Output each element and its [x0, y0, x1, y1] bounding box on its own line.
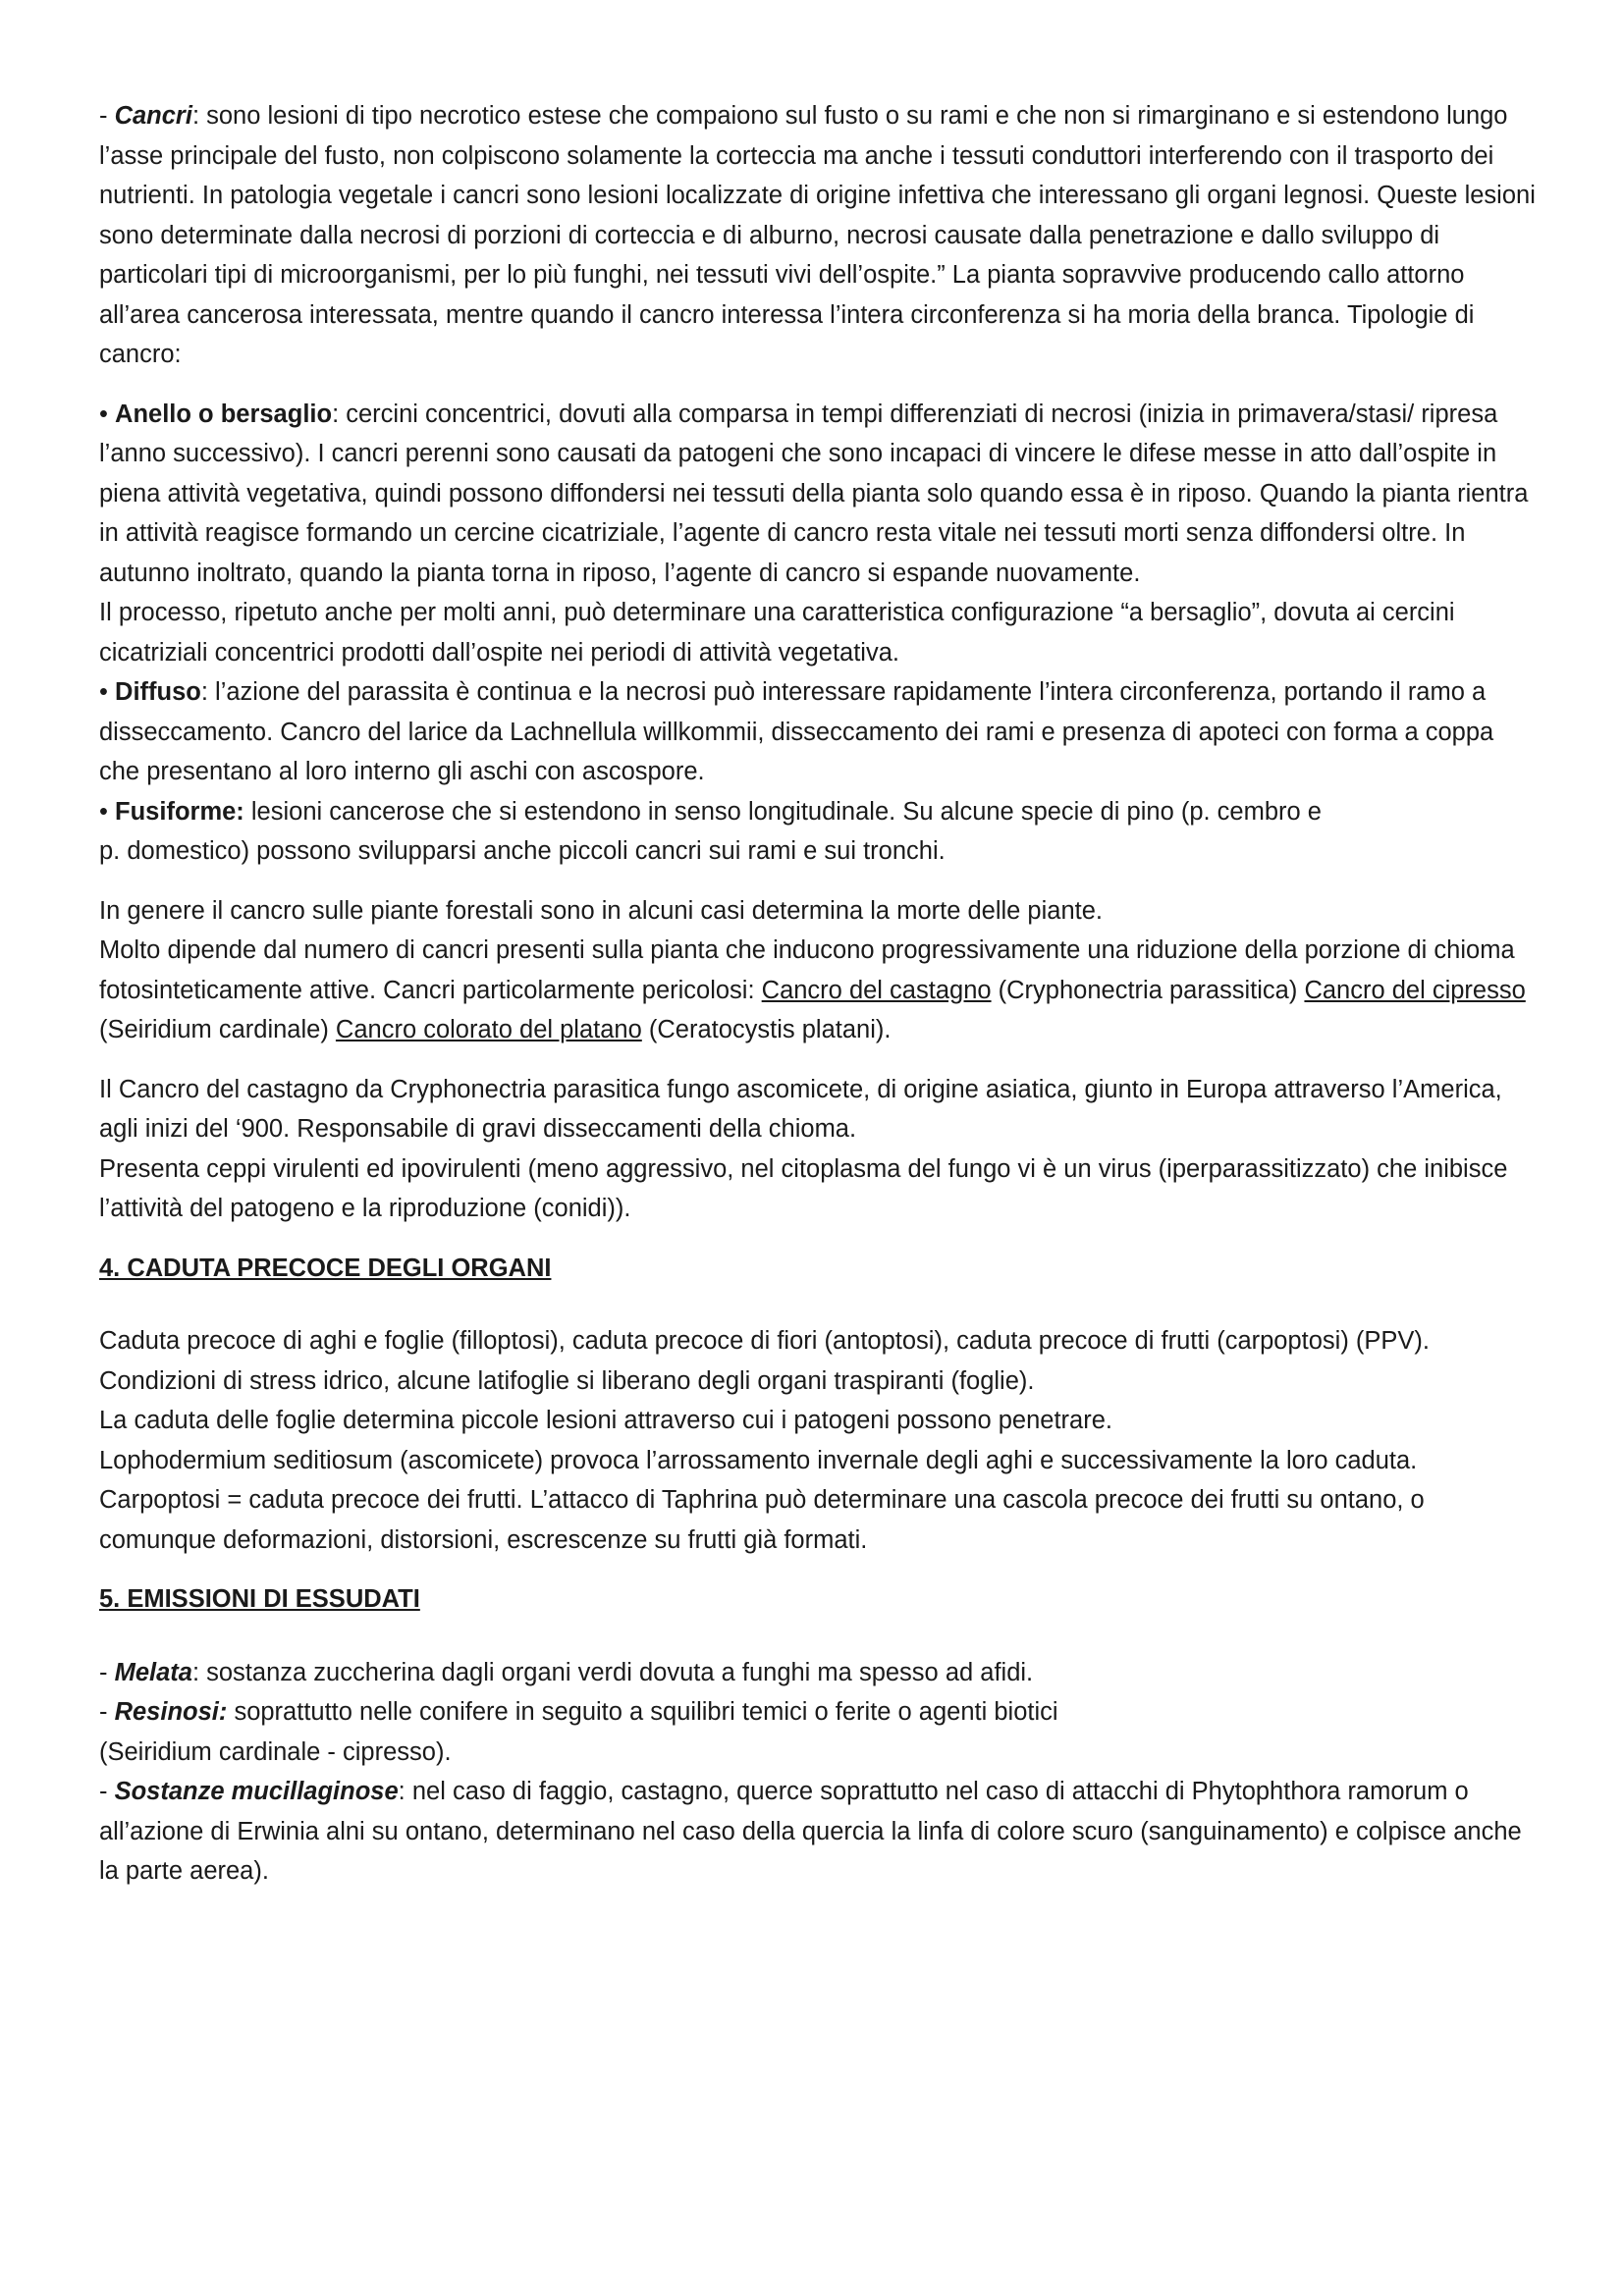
resinosi-text: soprattutto nelle conifere in seguito a squilibri temici o ferite o agenti biotici: [227, 1698, 1058, 1726]
genere-line-1: In genere il cancro sulle piante forestali sono in alcuni casi determina la morte delle piante.: [99, 896, 1103, 925]
section-4-p1: Caduta precoce di aghi e foglie (filloptosi), caduta precoce di fiori (antoptosi), caduta precoce di frutti (carpoptosi) (PPV). Condizioni di stress idrico, alcune latifoglie si liberano degli organi traspiranti (foglie).: [99, 1327, 1431, 1395]
cancer-types-list: [99, 395, 1538, 872]
list-item-anello: [99, 395, 1538, 594]
mucillaginose-text: : nel caso di faggio, castagno, querce soprattutto nel caso di attacchi di Phytophthora ramorum o all’azione di Erwinia alni su ontano, determinano nel caso della quercia la linfa di colore scuro (sanguinamento) e colpisce anche la parte aerea).: [99, 1778, 1522, 1885]
list-item-fusiforme: [99, 792, 1538, 872]
anello-text: : cercini concentrici, dovuti alla comparsa in tempi differenziati di necrosi (inizia in primavera/stasi/ ripresa l’anno successivo). I cancri perenni sono causati da patogeni che sono incapaci di vincere le difese messe in atto dall’ospite in piena attività vegetativa, quindi possono diffondersi nei tessuti della pianta solo quando essa è in riposo. Quando la pianta rientra in attività reagisce formando un cercine cicatriziale, l’agente di cancro resta vitale nei tessuti morti senza diffondersi oltre. In autunno inoltrato, quando la pianta torna in riposo, l’agente di cancro si espande nuovamente.: [99, 400, 1529, 587]
diffuso-term: Diffuso: [115, 678, 201, 706]
anello-continuation: Il processo, ripetuto anche per molti anni, può determinare una caratteristica configurazione “a bersaglio”, dovuta ai cercini cicatriziali concentrici prodotti dall’ospite nei periodi di attività vegetativa.: [99, 599, 1455, 667]
document-page: [99, 96, 1538, 1892]
resinosi-text-2: (Seiridium cardinale - cipresso).: [99, 1737, 452, 1766]
section-5-body: [99, 1653, 1538, 1892]
diffuso-text: : l’azione del parassita è continua e la necrosi può interessare rapidamente l’intera circonferenza, portando il ramo a disseccamento. Cancro del larice da Lachnellula willkommii, disseccamento dei rami e presenza di apoteci con forma a coppa che presentano al loro interno gli aschi con ascospore.: [99, 678, 1494, 785]
bullet-icon: •: [99, 678, 108, 706]
cancri-term: Cancri: [114, 102, 192, 130]
section-5-heading: 5. EMISSIONI DI ESSUDATI: [99, 1585, 420, 1613]
cancri-paragraph: [99, 96, 1538, 375]
melata-text: : sostanza zuccherina dagli organi verdi dovuta a funghi ma spesso ad afidi.: [191, 1658, 1034, 1686]
cancro-cipresso-link: Cancro del cipresso: [1304, 976, 1526, 1004]
cancro-castagno-link: Cancro del castagno: [761, 976, 992, 1004]
list-item-diffuso: [99, 672, 1538, 792]
section-4-p2: La caduta delle foglie determina piccole lesioni attraverso cui i patogeni possono penetrare.: [99, 1407, 1112, 1434]
mucillaginose-term: Sostanze mucillaginose: [114, 1778, 399, 1805]
castagno-paragraph: [99, 1070, 1538, 1229]
resinosi-item: - Resinosi: soprattutto nelle conifere in seguito a squilibri temici o ferite o agenti biotici: [99, 1698, 1058, 1726]
anello-term: Anello o bersaglio: [115, 400, 333, 428]
cancri-text: : sono lesioni di tipo necrotico estese che compaiono sul fusto o su rami e che non si rimarginano e si estendono lungo l’asse principale del fusto, non colpiscono solamente la corteccia ma anche i tessuti conduttori interferendo con il trasporto dei nutrienti. In patologia vegetale i cancri sono lesioni localizzate di origine infettiva che interessano gli organi legnosi. Queste lesioni sono determinate dalla necrosi di porzioni di corteccia e di alburno, necrosi causate dalla penetrazione e dallo sviluppo di particolari tipi di microorganismi, per lo più funghi, nei tessuti vivi dell’ospite.” La pianta sopravvive producendo callo attorno all’area cancerosa interessata, mentre quando il cancro interessa l’intera circonferenza si ha moria della branca. Tipologie di cancro:: [99, 102, 1536, 368]
castagno-line-2: Presenta ceppi virulenti ed ipovirulenti (meno aggressivo, nel citoplasma del fungo vi è un virus (iperparassitizzato) che inibisce l’attività del patogeno e la riproduzione (conidi)).: [99, 1154, 1508, 1222]
section-4-p3: Lophodermium seditiosum (ascomicete) provoca l’arrossamento invernale degli aghi e successivamente la loro caduta. Carpoptosi = caduta precoce dei frutti. L’attacco di Taphrina può determinare una cascola precoce dei frutti su ontano, o comunque deformazioni, distorsioni, escrescenze su frutti già formati.: [99, 1446, 1425, 1554]
section-4-body: [99, 1321, 1538, 1560]
melata-item: - Melata: sostanza zuccherina dagli organi verdi dovuta a funghi ma spesso ad afidi.: [99, 1658, 1034, 1686]
bullet-icon: •: [99, 797, 108, 826]
genere-line-2: Molto dipende dal numero di cancri presenti sulla pianta che inducono progressivamente una riduzione della porzione di chioma fotosinteticamente attive. Cancri particolarmente pericolosi: Cancro del castagno (Cryphonectria parassitica) Cancro del cipresso (Seiridium cardinale) Cancro colorato del platano (Ceratocystis platani).: [99, 936, 1526, 1043]
fusiforme-text: lesioni cancerose che si estendono in senso longitudinale. Su alcune specie di pino (p. cembro e: [243, 797, 1322, 826]
melata-term: Melata: [114, 1658, 192, 1686]
mucillaginose-item: - Sostanze mucillaginose: nel caso di faggio, castagno, querce soprattutto nel caso di attacchi di Phytophthora ramorum o all’azione di Erwinia alni su ontano, determinano nel caso della quercia la linfa di colore scuro (sanguinamento) e colpisce anche la parte aerea).: [99, 1778, 1522, 1885]
cancri-dash: -: [99, 102, 115, 130]
section-4-heading: 4. CADUTA PRECOCE DEGLI ORGANI: [99, 1254, 552, 1282]
resinosi-term: Resinosi:: [114, 1698, 228, 1726]
castagno-line-1: Il Cancro del castagno da Cryphonectria parasitica fungo ascomicete, di origine asiatica, giunto in Europa attraverso l’America, agli inizi del ‘900. Responsabile di gravi disseccamenti della chioma.: [99, 1075, 1502, 1143]
fusiforme-term: Fusiforme:: [115, 797, 244, 826]
cancro-platano-link: Cancro colorato del platano: [335, 1016, 642, 1043]
bullet-icon: •: [99, 400, 108, 428]
genere-paragraph: [99, 891, 1538, 1050]
fusiforme-text-2: p. domestico) possono svilupparsi anche piccoli cancri sui rami e sui tronchi.: [99, 837, 946, 865]
